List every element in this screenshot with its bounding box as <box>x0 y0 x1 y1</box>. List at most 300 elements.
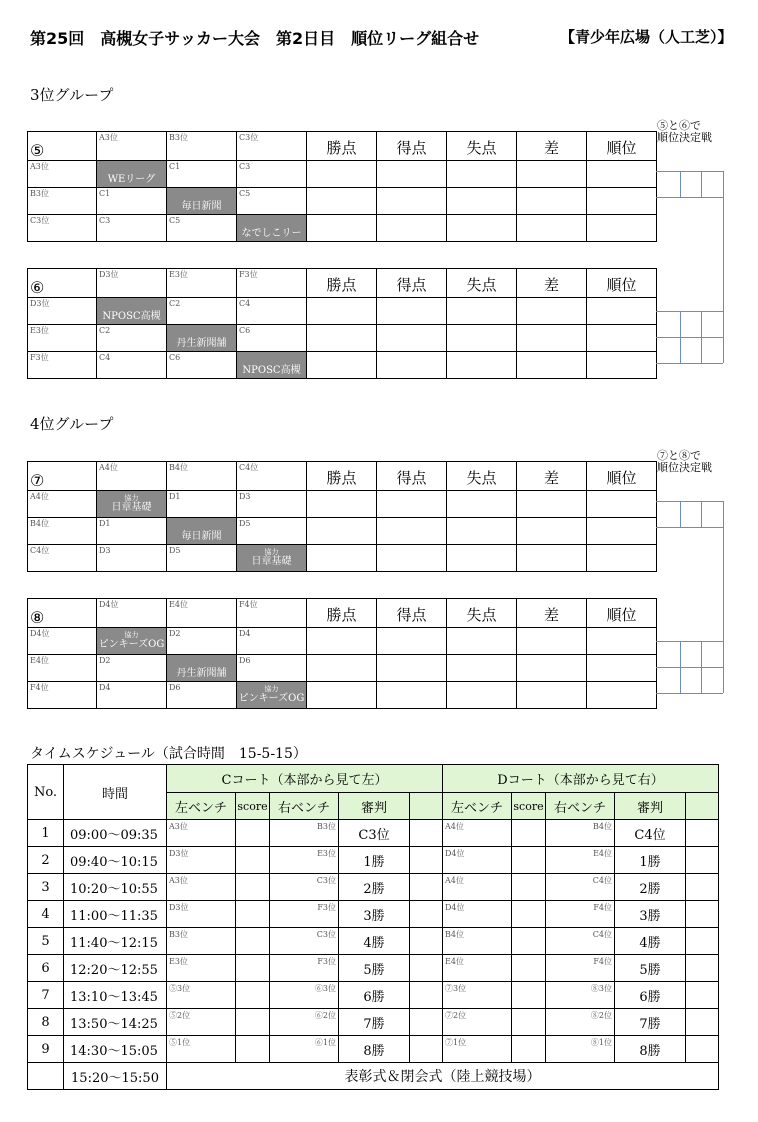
group3-heading: 3位グループ <box>30 86 114 104</box>
stat-cell <box>307 298 377 325</box>
d-score-cell <box>512 847 546 874</box>
stat-cell <box>377 161 447 188</box>
group4-heading: 4位グループ <box>30 415 114 433</box>
team-name-cell <box>97 628 167 655</box>
d-left-bench <box>443 928 512 955</box>
stat-cell <box>307 491 377 518</box>
d-left-team: E4位 <box>445 957 464 966</box>
c-right-bench <box>270 901 339 928</box>
match-number: 5 <box>28 928 64 955</box>
row-team-header <box>28 298 97 325</box>
c-referee: 2勝 <box>339 874 410 901</box>
c-blank-cell <box>410 847 443 874</box>
match-cell <box>97 518 167 545</box>
schedule-row <box>28 847 719 874</box>
match-code: D3 <box>239 492 251 501</box>
d-right-team: ⑧3位 <box>590 984 612 993</box>
stat-cell <box>447 491 517 518</box>
match-code: D2 <box>169 629 181 638</box>
match-code: D5 <box>169 546 181 555</box>
stat-header: 勝点 <box>307 132 377 161</box>
match-code: D4 <box>239 629 251 638</box>
c-right-bench <box>270 928 339 955</box>
d-right-bench <box>546 928 615 955</box>
d-blank-cell <box>686 928 719 955</box>
team-name-cell <box>167 188 237 215</box>
d-blank-header <box>686 793 719 820</box>
c-blank-cell <box>410 982 443 1009</box>
league-table-6 <box>27 268 657 379</box>
c-right-bench <box>270 847 339 874</box>
c-right-team: F3位 <box>317 903 336 912</box>
row-team-header <box>28 188 97 215</box>
court-c-header: Cコート（本部から見て左） <box>167 765 443 793</box>
column-team-label: A4位 <box>99 463 118 472</box>
c-right-bench-header: 右ベンチ <box>270 793 339 820</box>
stat-cell <box>587 655 657 682</box>
d-blank-cell <box>686 1036 719 1063</box>
col-no-header: No. <box>28 765 64 820</box>
stat-header: 得点 <box>377 462 447 491</box>
d-left-team: ⑦2位 <box>445 1011 467 1020</box>
match-time: 12:20～12:55 <box>64 955 167 982</box>
schedule-row <box>28 820 719 847</box>
league-number: ⑧ <box>30 608 45 627</box>
row-team-header <box>28 161 97 188</box>
d-right-bench-header: 右ベンチ <box>546 793 615 820</box>
c-blank-cell <box>410 1009 443 1036</box>
row-team-label: D4位 <box>30 629 50 638</box>
stat-cell <box>307 188 377 215</box>
stat-cell <box>587 682 657 709</box>
match-code: C2 <box>169 299 181 308</box>
team-name: 毎日新聞 <box>181 531 222 542</box>
c-left-bench <box>167 928 236 955</box>
match-number: 9 <box>28 1036 64 1063</box>
stat-cell <box>587 298 657 325</box>
d-left-bench <box>443 874 512 901</box>
league-table-5 <box>27 131 657 254</box>
column-team-header <box>97 462 167 491</box>
match-cell <box>237 298 307 325</box>
final-event-cell: 表彰式＆閉会式（陸上競技場） <box>167 1063 719 1090</box>
bracket-group4-line <box>656 693 723 694</box>
c-right-team: ⑥1位 <box>314 1038 336 1047</box>
match-code: D5 <box>239 519 251 528</box>
d-right-bench <box>546 847 615 874</box>
stat-header: 差 <box>517 269 587 298</box>
match-cell <box>167 682 237 709</box>
stat-cell <box>447 298 517 325</box>
stat-cell <box>517 491 587 518</box>
stat-cell <box>517 655 587 682</box>
stat-cell <box>447 325 517 352</box>
schedule-row <box>28 1036 719 1063</box>
sponsor-label: 協力 <box>264 685 279 693</box>
team-name-cell <box>167 655 237 682</box>
league-number-cell <box>28 269 97 298</box>
stat-header: 順位 <box>587 269 657 298</box>
c-right-bench <box>270 982 339 1009</box>
d-right-team: F4位 <box>593 957 612 966</box>
d-left-bench <box>443 1036 512 1063</box>
bracket-group3-line <box>656 337 723 338</box>
c-left-team: ⑤2位 <box>169 1011 191 1020</box>
league-table-8 <box>27 598 657 709</box>
bracket-group3-line <box>723 171 724 363</box>
row-team-header <box>28 655 97 682</box>
column-team-header <box>97 132 167 161</box>
stat-cell <box>517 628 587 655</box>
row-team-label: B4位 <box>30 519 49 528</box>
d-left-team: ⑦1位 <box>445 1038 467 1047</box>
stat-cell <box>307 352 377 379</box>
bracket-group3-line <box>656 197 723 198</box>
league-number-cell <box>28 599 97 628</box>
stat-cell <box>447 352 517 379</box>
team-name: WEリーグ <box>107 174 156 185</box>
d-left-bench <box>443 955 512 982</box>
stat-cell <box>377 352 447 379</box>
match-cell <box>167 298 237 325</box>
d-left-bench <box>443 1009 512 1036</box>
d-referee: 5勝 <box>615 955 686 982</box>
column-team-label: E3位 <box>169 270 188 279</box>
stat-cell <box>447 518 517 545</box>
stat-header: 順位 <box>587 462 657 491</box>
stat-cell <box>447 545 517 572</box>
league-table-7 <box>27 461 657 572</box>
d-referee: 6勝 <box>615 982 686 1009</box>
stat-cell <box>517 298 587 325</box>
match-number: 2 <box>28 847 64 874</box>
row-team-label: E3位 <box>30 326 49 335</box>
c-left-bench <box>167 955 236 982</box>
match-number: 7 <box>28 982 64 1009</box>
team-name: なでしこリーグ <box>241 228 302 254</box>
c-score-cell <box>236 820 270 847</box>
match-number: 8 <box>28 1009 64 1036</box>
stat-cell <box>587 352 657 379</box>
stat-cell <box>307 545 377 572</box>
c-left-team: ⑤3位 <box>169 984 191 993</box>
stat-header: 勝点 <box>307 462 377 491</box>
league-number-cell <box>28 462 97 491</box>
c-right-team: ⑥3位 <box>314 984 336 993</box>
bracket-group3-line <box>701 311 702 363</box>
stat-cell <box>307 161 377 188</box>
column-team-label: D4位 <box>99 600 119 609</box>
stat-cell <box>447 628 517 655</box>
schedule-row <box>28 982 719 1009</box>
stat-cell <box>517 682 587 709</box>
d-right-bench <box>546 820 615 847</box>
match-cell <box>167 491 237 518</box>
stat-header: 得点 <box>377 599 447 628</box>
bracket-group3-line <box>701 171 702 197</box>
match-code: C3 <box>239 162 251 171</box>
match-code: D6 <box>239 656 251 665</box>
d-left-team: D4位 <box>445 849 465 858</box>
c-score-cell <box>236 928 270 955</box>
schedule-row <box>28 955 719 982</box>
match-time: 11:40～12:15 <box>64 928 167 955</box>
column-team-label: C4位 <box>239 463 259 472</box>
row-team-header <box>28 352 97 379</box>
stat-cell <box>307 655 377 682</box>
column-team-label: A3位 <box>99 133 118 142</box>
stat-cell <box>377 215 447 242</box>
column-team-label: B4位 <box>169 463 188 472</box>
match-time: 10:20～10:55 <box>64 874 167 901</box>
stat-cell <box>307 325 377 352</box>
stat-cell <box>447 188 517 215</box>
row-team-label: D3位 <box>30 299 50 308</box>
c-referee: 8勝 <box>339 1036 410 1063</box>
d-left-team: D4位 <box>445 903 465 912</box>
column-team-header <box>167 269 237 298</box>
row-team-header <box>28 682 97 709</box>
c-left-bench <box>167 847 236 874</box>
stat-header: 差 <box>517 462 587 491</box>
team-name-cell <box>97 298 167 325</box>
match-code: C5 <box>239 189 251 198</box>
row-team-label: C3位 <box>30 216 50 225</box>
row-team-label: A4位 <box>30 492 49 501</box>
league-number: ⑦ <box>30 471 45 490</box>
d-left-bench <box>443 982 512 1009</box>
column-team-label: F3位 <box>239 270 258 279</box>
stat-cell <box>447 215 517 242</box>
schedule-heading: タイムスケジュール（試合時間 15-5-15） <box>30 746 307 762</box>
match-code: C3 <box>99 216 111 225</box>
sponsor-label: 協力 <box>124 631 139 639</box>
row-team-header <box>28 325 97 352</box>
stat-cell <box>377 325 447 352</box>
d-left-team: B4位 <box>445 930 464 939</box>
sponsor-label: 協力 <box>124 494 139 502</box>
c-right-team: F3位 <box>317 957 336 966</box>
league-number-cell <box>28 132 97 161</box>
d-right-team: C4位 <box>592 930 612 939</box>
team-name-cell <box>237 682 307 709</box>
bracket-label-group3: ⑤と⑥で 順位決定戦 <box>657 119 712 144</box>
column-team-header <box>237 269 307 298</box>
row-team-label: F3位 <box>30 353 49 362</box>
column-team-header <box>237 132 307 161</box>
d-left-bench-header: 左ベンチ <box>443 793 512 820</box>
d-blank-cell <box>686 982 719 1009</box>
column-team-label: E4位 <box>169 600 188 609</box>
bracket-group4-line <box>656 667 723 668</box>
team-name-cell <box>237 215 307 254</box>
stat-cell <box>307 628 377 655</box>
stat-cell <box>447 682 517 709</box>
stat-header: 順位 <box>587 599 657 628</box>
c-left-bench <box>167 874 236 901</box>
match-cell <box>237 188 307 215</box>
match-cell <box>237 325 307 352</box>
stat-header: 得点 <box>377 132 447 161</box>
stat-header: 差 <box>517 599 587 628</box>
d-right-bench <box>546 1009 615 1036</box>
stat-header: 順位 <box>587 132 657 161</box>
c-score-cell <box>236 982 270 1009</box>
c-left-bench <box>167 1009 236 1036</box>
team-name: 日章基礎 <box>251 556 292 567</box>
d-right-bench <box>546 1036 615 1063</box>
bracket-group4-line <box>701 501 702 527</box>
column-team-header <box>97 599 167 628</box>
c-score-cell <box>236 874 270 901</box>
d-score-cell <box>512 928 546 955</box>
match-time: 11:00～11:35 <box>64 901 167 928</box>
d-score-cell <box>512 874 546 901</box>
d-score-cell <box>512 901 546 928</box>
c-right-team: C3位 <box>316 930 336 939</box>
stat-cell <box>377 628 447 655</box>
team-name-cell <box>167 325 237 352</box>
d-score-cell <box>512 1009 546 1036</box>
column-team-header <box>237 462 307 491</box>
c-left-team: D3位 <box>169 849 189 858</box>
match-cell <box>167 628 237 655</box>
match-code: D6 <box>169 683 181 692</box>
stat-cell <box>517 352 587 379</box>
stat-cell <box>587 491 657 518</box>
match-code: C1 <box>169 162 181 171</box>
match-number: 1 <box>28 820 64 847</box>
row-team-label: E4位 <box>30 656 49 665</box>
c-referee: C3位 <box>339 820 410 847</box>
team-name: 丹生新聞舗 <box>176 338 227 349</box>
bracket-label-group4: ⑦と⑧で 順位決定戦 <box>657 449 712 474</box>
stat-cell <box>377 298 447 325</box>
court-d-header: Dコート（本部から見て右） <box>443 765 719 793</box>
c-left-bench <box>167 820 236 847</box>
d-right-team: F4位 <box>593 903 612 912</box>
c-left-team: E3位 <box>169 957 188 966</box>
stat-cell <box>307 518 377 545</box>
match-cell <box>237 491 307 518</box>
team-name-cell <box>97 161 167 188</box>
match-time: 13:10～13:45 <box>64 982 167 1009</box>
c-score-header: score <box>236 793 270 820</box>
d-score-cell <box>512 820 546 847</box>
c-score-cell <box>236 955 270 982</box>
match-cell <box>237 161 307 188</box>
match-cell <box>97 682 167 709</box>
d-left-team: A4位 <box>445 822 464 831</box>
bracket-group3-line <box>656 363 723 364</box>
c-right-team: E3位 <box>317 849 336 858</box>
sponsor-label: 協力 <box>264 548 279 556</box>
d-blank-cell <box>686 874 719 901</box>
match-code: D1 <box>99 519 111 528</box>
c-blank-cell <box>410 955 443 982</box>
match-code: C1 <box>99 189 111 198</box>
stat-cell <box>517 518 587 545</box>
match-cell <box>237 628 307 655</box>
c-score-cell <box>236 1009 270 1036</box>
match-cell <box>237 518 307 545</box>
row-team-label: A3位 <box>30 162 49 171</box>
stat-header: 得点 <box>377 269 447 298</box>
d-right-team: ⑧1位 <box>590 1038 612 1047</box>
stat-cell <box>517 161 587 188</box>
c-referee: 3勝 <box>339 901 410 928</box>
match-cell <box>97 352 167 379</box>
bracket-group3-line <box>656 171 723 172</box>
match-code: C2 <box>99 326 111 335</box>
schedule-row <box>28 1009 719 1036</box>
bracket-group4-line <box>680 641 681 693</box>
bracket-group3-line <box>680 311 681 363</box>
c-left-team: D3位 <box>169 903 189 912</box>
d-right-team: C4位 <box>592 876 612 885</box>
c-score-cell <box>236 1036 270 1063</box>
stat-cell <box>587 215 657 242</box>
d-score-cell <box>512 1036 546 1063</box>
c-left-bench <box>167 982 236 1009</box>
schedule-row <box>28 901 719 928</box>
c-left-bench <box>167 1036 236 1063</box>
column-team-label: C3位 <box>239 133 259 142</box>
stat-cell <box>517 215 587 242</box>
c-right-team: B3位 <box>317 822 336 831</box>
c-left-bench <box>167 901 236 928</box>
stat-cell <box>377 682 447 709</box>
column-team-label: F4位 <box>239 600 258 609</box>
d-referee: 4勝 <box>615 928 686 955</box>
final-no-cell <box>28 1063 64 1090</box>
d-right-bench <box>546 901 615 928</box>
c-score-cell <box>236 901 270 928</box>
match-cell <box>97 325 167 352</box>
stat-header: 失点 <box>447 462 517 491</box>
match-cell <box>167 352 237 379</box>
d-referee: 2勝 <box>615 874 686 901</box>
c-blank-cell <box>410 901 443 928</box>
c-blank-cell <box>410 1036 443 1063</box>
venue-label: 【青少年広場（人工芝）】 <box>560 28 733 46</box>
d-referee: 8勝 <box>615 1036 686 1063</box>
c-referee: 5勝 <box>339 955 410 982</box>
team-name: 丹生新聞舗 <box>176 668 227 679</box>
d-right-bench <box>546 982 615 1009</box>
stat-cell <box>587 628 657 655</box>
c-right-bench <box>270 874 339 901</box>
stat-header: 失点 <box>447 269 517 298</box>
stat-cell <box>587 545 657 572</box>
c-referee: 4勝 <box>339 928 410 955</box>
stat-cell <box>377 655 447 682</box>
match-cell <box>97 655 167 682</box>
d-left-bench <box>443 847 512 874</box>
stat-cell <box>587 188 657 215</box>
c-right-team: C3位 <box>316 876 336 885</box>
d-left-bench <box>443 901 512 928</box>
d-right-team: ⑧2位 <box>590 1011 612 1020</box>
team-name: NPOSC高槻 <box>102 311 161 322</box>
d-left-bench <box>443 820 512 847</box>
row-team-header <box>28 545 97 572</box>
d-score-cell <box>512 982 546 1009</box>
c-referee: 6勝 <box>339 982 410 1009</box>
c-left-team: B3位 <box>169 930 188 939</box>
c-blank-header <box>410 793 443 820</box>
stat-cell <box>447 161 517 188</box>
